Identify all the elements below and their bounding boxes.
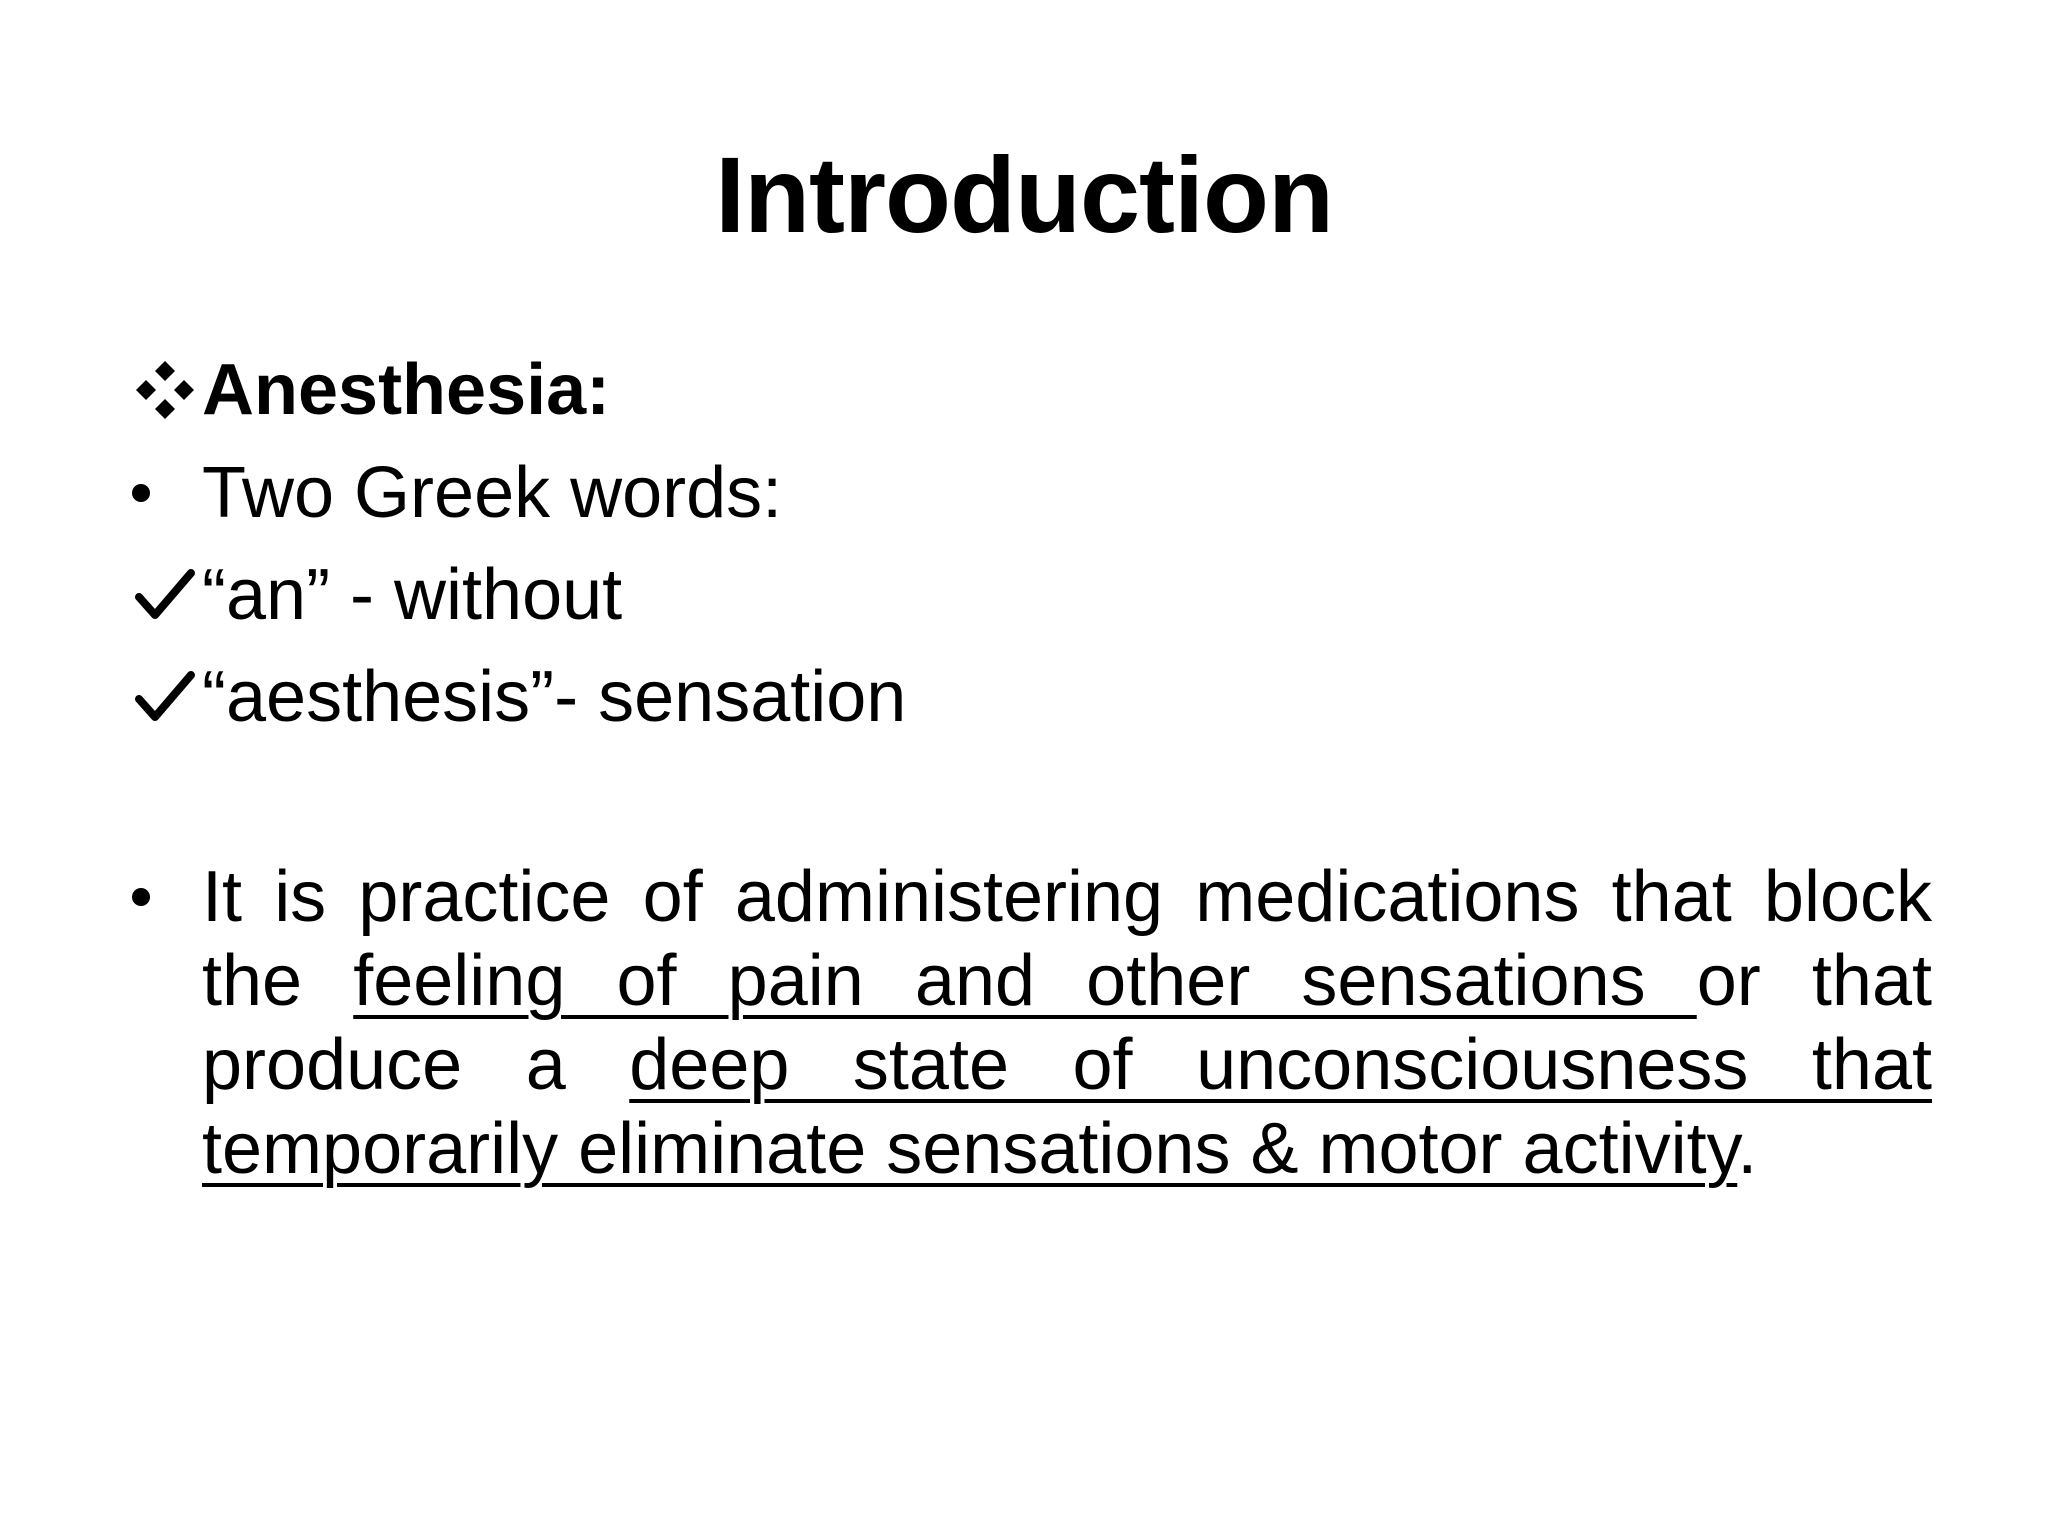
bullet-text: Two Greek words: <box>202 453 783 533</box>
bullet-icon <box>130 855 190 939</box>
checkmark-icon <box>130 652 200 742</box>
four-diamond-bullet-icon <box>130 345 200 435</box>
slide-title: Introduction <box>715 134 1333 255</box>
checkmark-icon <box>130 550 200 640</box>
paragraph-text-2: or that produce a <box>202 941 1932 1105</box>
bullet-icon <box>130 448 200 538</box>
definition-paragraph <box>202 855 1932 1191</box>
paragraph-underline-1: feeling of pain and other sensations <box>353 941 1697 1021</box>
paragraph-underline-2: deep state of unconsciousness that temporarily eliminate sensations & motor activity <box>202 1025 1933 1189</box>
heading-label: Anesthesia: <box>202 350 611 430</box>
paragraph-text-3: . <box>1737 1109 1758 1189</box>
paragraph-text-1: It is practice of administering medications that block the <box>202 857 1932 1021</box>
check-text-1: “an” - without <box>202 555 623 635</box>
check-text-2: “aesthesis”- sensation <box>202 657 907 737</box>
